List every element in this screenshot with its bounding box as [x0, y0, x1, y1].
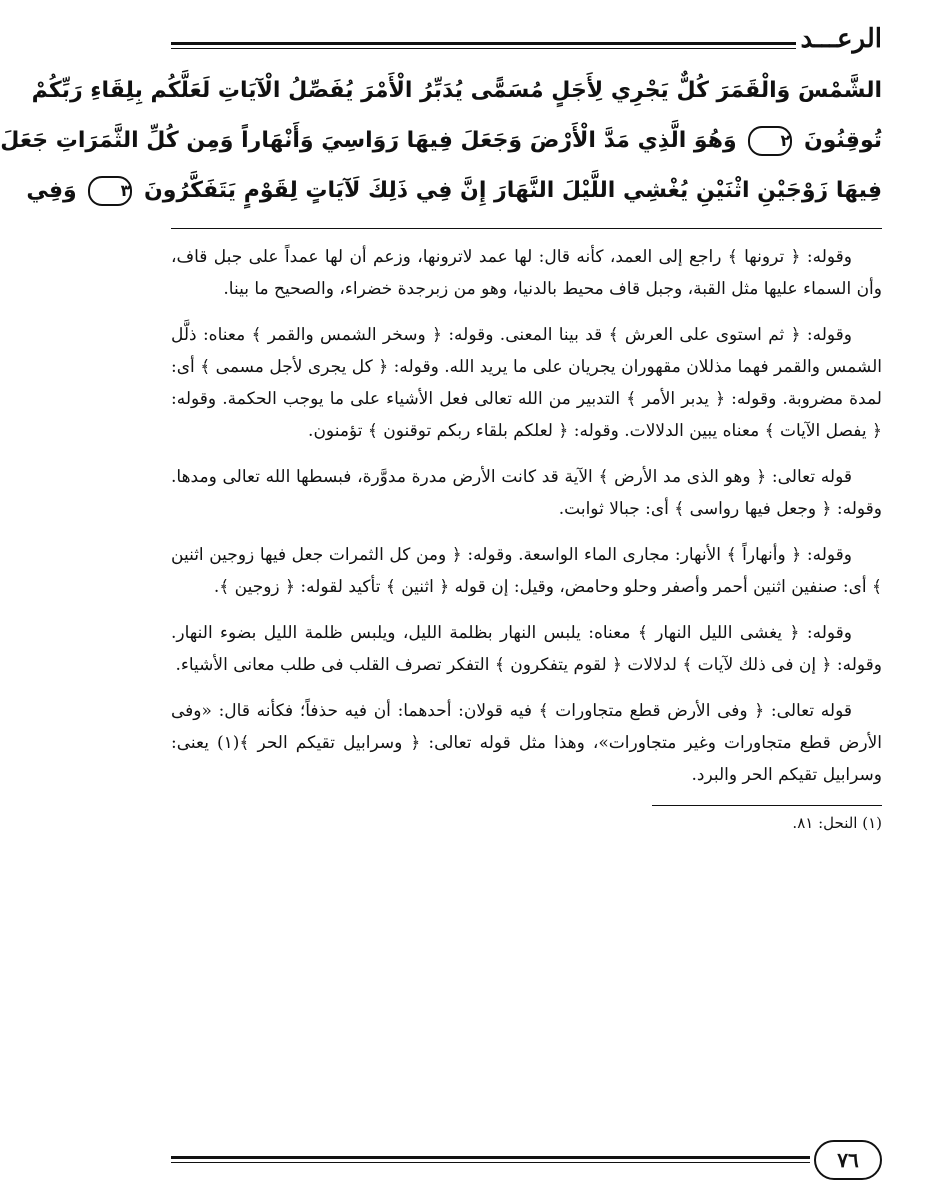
header-rule: [171, 42, 796, 49]
commentary-paragraph: قوله تعالى: ﴿ وفى الأرض قطع متجاورات ﴾ فيه قولان: أحدهما: أن فيه حذفاً؛ فكأنه قال: «وفى الأرض قطع متجاورات وغير متجاورات»، وهذا مثل قوله تعالى: ﴿ وسرابيل تقيكم الحر ﴾(١) يعنى: وسرابيل تقيكم الحر والبرد.: [171, 701, 882, 785]
footnote-rule: [652, 805, 882, 806]
verse-text: وَهُوَ الَّذِي مَدَّ الْأَرْضَ وَجَعَلَ فِيهَا رَوَاسِيَ وَأَنْهَاراً وَمِن كُلِّ الثَّمَرَاتِ جَعَلَ: [0, 128, 737, 153]
page: [0, 22, 882, 1180]
verse-text: تُوقِنُونَ: [803, 128, 882, 153]
footer-rule: [171, 1156, 810, 1163]
quran-verses: [0, 66, 882, 216]
verse-line-3: [26, 166, 882, 216]
ayah-number-marker: ٢: [748, 126, 792, 156]
surah-title: الرعـــد: [800, 24, 882, 54]
page-header: [171, 22, 882, 58]
verse-text: فِيهَا زَوْجَيْنِ اثْنَيْنِ يُغْشِي اللَّيْلَ النَّهَارَ إِنَّ فِي ذَلِكَ لَآيَاتٍ لِقَوْمٍ يَتَفَكَّرُونَ: [144, 178, 882, 203]
page-number: ٧٦: [814, 1140, 882, 1180]
commentary-paragraph: وقوله: ﴿ يغشى الليل النهار ﴾ معناه: يلبس النهار بظلمة الليل، ويلبس ظلمة الليل بضوء النهار. وقوله: ﴿ إن فى ذلك لآيات ﴾ لدلالات ﴿ لقوم يتفكرون ﴾ التفكر تصرف القلب فى طلب معانى الأشياء.: [171, 623, 882, 675]
verse-line-2: [0, 116, 882, 166]
commentary-paragraph: وقوله: ﴿ ثم استوى على العرش ﴾ قد بينا المعنى. وقوله: ﴿ وسخر الشمس والقمر ﴾ معناه: ذلَّل الشمس والقمر فهما مذللان مقهوران يجريان على ما يريد الله. وقوله: ﴿ كل يجرى لأجل مسمى ﴾ أى: لمدة مضروبة. وقوله: ﴿ يدبر الأمر ﴾ التدبير من الله تعالى فعل الأشياء على ما يوجب الحكمة. وقوله: ﴿ يفصل الآيات ﴾ معناه يبين الدلالات. وقوله: ﴿ لعلكم بلقاء ربكم توقنون ﴾ تؤمنون.: [171, 325, 882, 441]
commentary: [171, 241, 882, 791]
verse-text: الشَّمْسَ وَالْقَمَرَ كُلٌّ يَجْرِي لِأَجَلٍ مُسَمًّى يُدَبِّرُ الْأَمْرَ يُفَصِّلُ الْآيَاتِ لَعَلَّكُم بِلِقَاءِ رَبِّكُمْ: [31, 78, 882, 103]
footnote: (١) النحل: ٨١.: [792, 814, 882, 832]
commentary-paragraph: وقوله: ﴿ ترونها ﴾ راجع إلى العمد، كأنه قال: لها عمد لاترونها، وزعم أن لها عمداً على جبل قاف، وأن السماء عليها مثل القبة، وجبل قاف محيط بالدنيا، وهو من زبرجدة خضراء، والصحيح ما بينا.: [171, 247, 882, 299]
page-footer: [171, 1140, 882, 1180]
verse-text: وَفِي: [26, 178, 77, 203]
verse-line-1: [31, 66, 882, 116]
commentary-paragraph: وقوله: ﴿ وأنهاراً ﴾ الأنهار: مجارى الماء الواسعة. وقوله: ﴿ ومن كل الثمرات جعل فيها زوجين اثنين ﴾ أى: صنفين اثنين أحمر وأصفر وحلو وحامض، وقيل: إن قوله ﴿ اثنين ﴾ تأكيد لقوله: ﴿ زوجين ﴾.: [171, 545, 882, 597]
verse-divider: [171, 228, 882, 229]
commentary-paragraph: قوله تعالى: ﴿ وهو الذى مد الأرض ﴾ الآية قد كانت الأرض مدرة مدوَّرة، فبسطها الله تعالى ومدها. وقوله: ﴿ وجعل فيها رواسى ﴾ أى: جبالا ثوابت.: [171, 467, 882, 519]
ayah-number-marker: ٣: [88, 176, 132, 206]
